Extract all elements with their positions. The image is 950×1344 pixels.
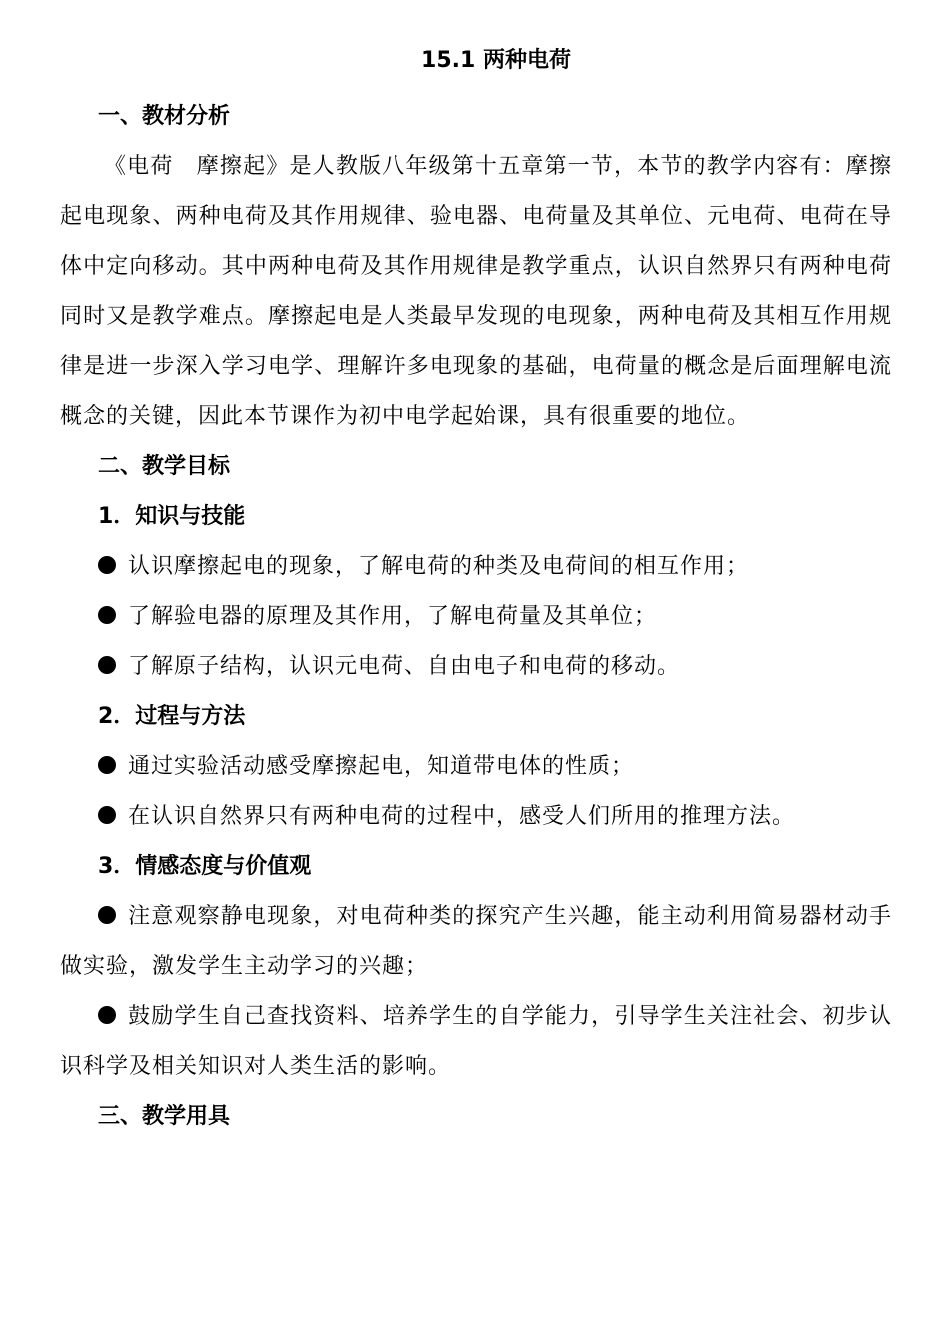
document-title: 15.1 两种电荷 <box>421 48 571 73</box>
list-item-text: 通过实验活动感受摩擦起电，知道带电体的性质； <box>128 754 635 779</box>
bullet-icon <box>98 656 116 674</box>
list-item <box>60 792 892 842</box>
list-item-text: 注意观察静电现象，对电荷种类的探究产生兴趣，能主动利用简易器材动手做实验，激发学生主动学习的兴趣； <box>60 904 892 979</box>
bullet-icon <box>98 756 116 774</box>
bullet-icon <box>98 606 116 624</box>
bullet-icon <box>98 1006 116 1024</box>
section-heading-objectives: 二、教学目标 <box>98 454 231 479</box>
list-item-text: 了解验电器的原理及其作用，了解电荷量及其单位； <box>128 604 658 629</box>
analysis-paragraph: 《电荷 摩擦起》是人教版八年级第十五章第一节，本节的教学内容有：摩擦起电现象、两种电荷及其作用规律、验电器、电荷量及其单位、元电荷、电荷在导体中定向移动。其中两种电荷及其作用规律是教学重点，认识自然界只有两种电荷同时又是教学难点。摩擦起电是人类最早发现的电现象，两种电荷及其相互作用规律是进一步深入学习电学、理解许多电现象的基础，电荷量的概念是后面理解电流概念的关键，因此本节课作为初中电学起始课，具有很重要的地位。 <box>60 154 892 429</box>
list-item <box>60 742 892 792</box>
list-item-text: 了解原子结构，认识元电荷、自由电子和电荷的移动。 <box>128 654 681 679</box>
list-item-text: 在认识自然界只有两种电荷的过程中，感受人们所用的推理方法。 <box>128 804 796 829</box>
bullet-icon <box>98 556 116 574</box>
list-item <box>60 542 892 592</box>
subheading-attitude-values: 3．情感态度与价值观 <box>98 854 312 879</box>
bullet-icon <box>98 906 116 924</box>
list-item <box>60 592 892 642</box>
bullet-icon <box>98 806 116 824</box>
list-item-text: 认识摩擦起电的现象，了解电荷的种类及电荷间的相互作用； <box>128 554 750 579</box>
list-item <box>60 892 892 992</box>
subheading-knowledge-skills: 1．知识与技能 <box>98 504 246 529</box>
list-item-text: 鼓励学生自己查找资料、培养学生的自学能力，引导学生关注社会、初步认识科学及相关知识对人类生活的影响。 <box>60 1004 892 1079</box>
subheading-process-method: 2．过程与方法 <box>98 704 246 729</box>
list-item <box>60 642 892 692</box>
list-item <box>60 992 892 1092</box>
section-heading-teaching-aids: 三、教学用具 <box>98 1104 231 1129</box>
section-heading-analysis: 一、教材分析 <box>98 104 231 129</box>
